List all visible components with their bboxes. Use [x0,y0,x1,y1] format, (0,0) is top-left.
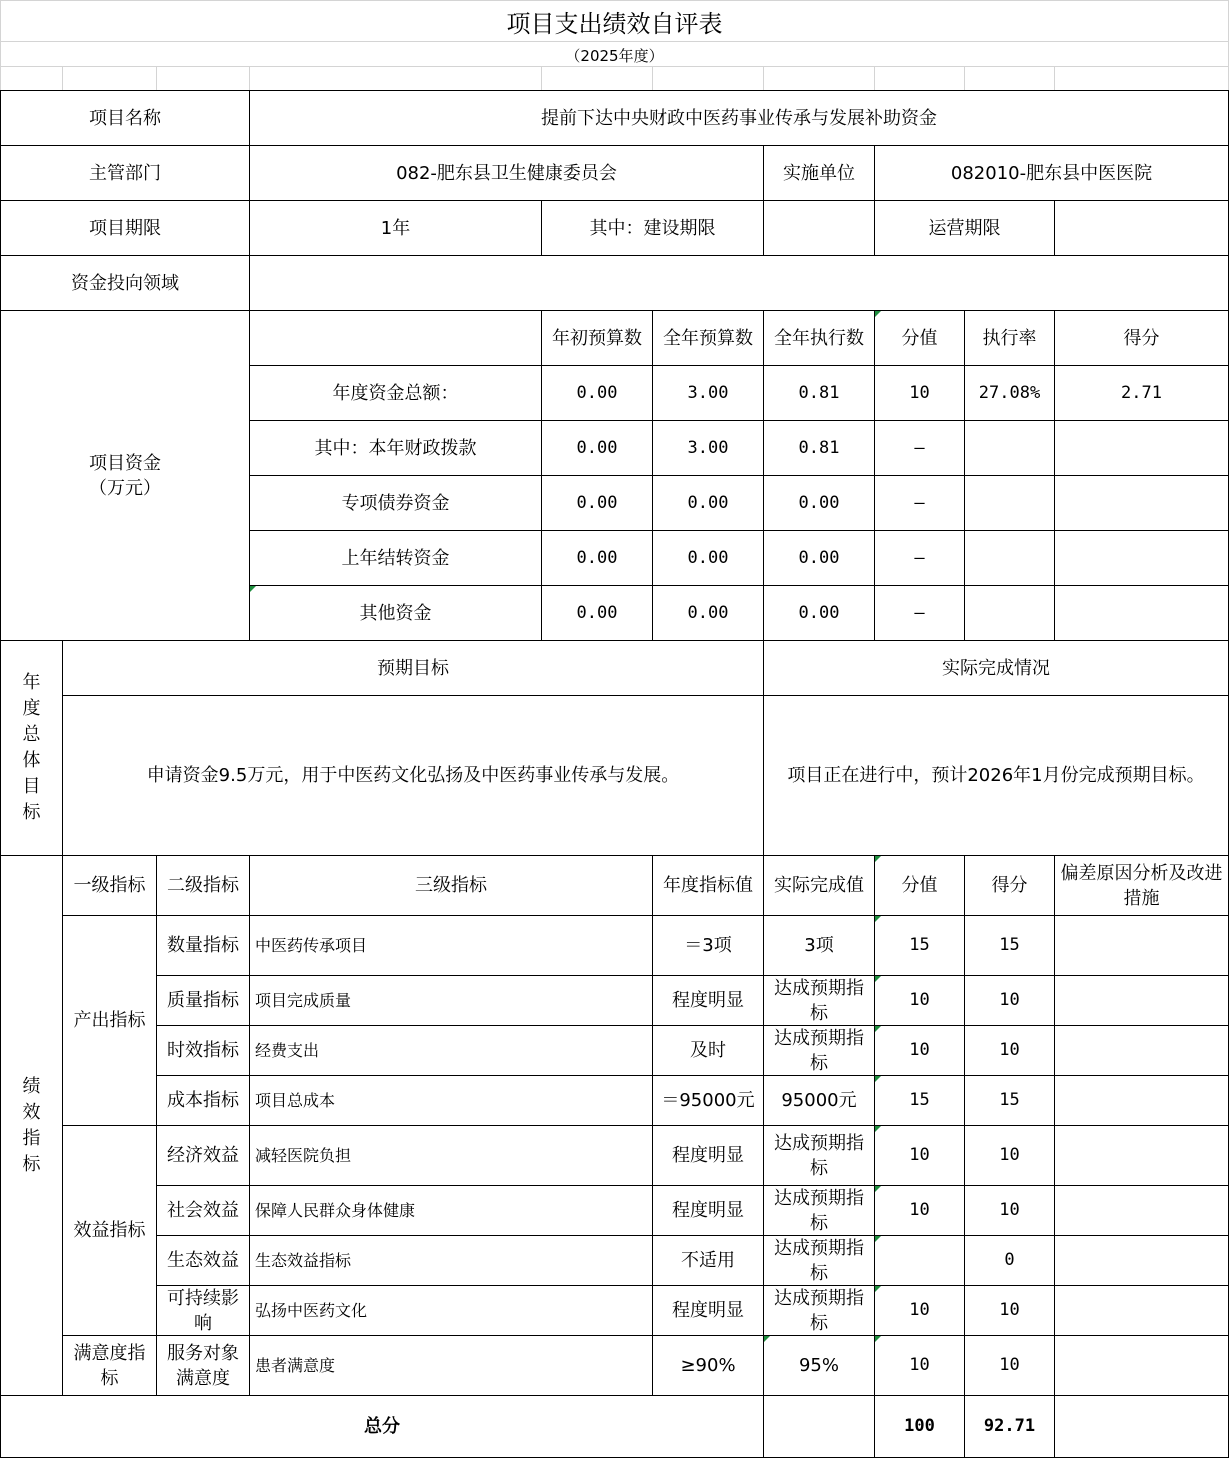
indicator-note [1054,1125,1229,1186]
goals-expected-label: 预期目标 [62,640,764,696]
indicator-level3: 项目完成质量 [249,975,653,1026]
funds-header: 全年执行数 [763,310,875,366]
indicator-score-value: 10 [874,1185,965,1236]
funds-row-name: 上年结转资金 [249,530,542,586]
indicator-score: 10 [964,1125,1055,1186]
cell-marker [875,856,881,862]
funds-initial: 0.00 [541,420,653,476]
funds-score: 2.71 [1054,365,1229,421]
cell-marker [875,1286,881,1292]
operate-period-value [1054,200,1229,256]
indicator-target: 程度明显 [652,1185,764,1236]
indicator-level3: 经费支出 [249,1025,653,1076]
funds-score-value: – [874,585,965,641]
indicators-label [0,855,63,1396]
cell-marker [875,976,881,982]
funds-annual: 3.00 [652,420,764,476]
funds-score-value: – [874,530,965,586]
funds-row-name: 年度资金总额： [249,365,542,421]
indicator-level2: 经济效益 [156,1125,250,1186]
goals-expected-text: 申请资金9.5万元，用于中医药文化弘扬及中医药事业传承与发展。 [62,695,764,856]
indicator-score-value: 15 [874,915,965,976]
sheet-gridline [0,41,1229,42]
project-name-value: 提前下达中央财政中医药事业传承与发展补助资金 [249,90,1229,146]
indicator-level2: 数量指标 [156,915,250,976]
indicator-level3: 患者满意度 [249,1335,653,1396]
funds-executed: 0.81 [763,420,875,476]
indicator-level2: 可持续影响 [156,1285,250,1336]
funds-score [1054,530,1229,586]
funds-row-name: 其他资金 [249,585,542,641]
indicator-note [1054,1335,1229,1396]
indicator-actual: 达成预期指标 [763,975,875,1026]
goals-label-text: 年度总体目标 [22,672,41,823]
total-note [1054,1395,1229,1458]
indicator-actual: 达成预期指标 [763,1185,875,1236]
funds-rate [964,585,1055,641]
indicator-target: 程度明显 [652,1285,764,1336]
indicators-header: 得分 [964,855,1055,916]
period-label: 项目期限 [0,200,250,256]
funds-executed: 0.00 [763,475,875,531]
funds-row-name: 其中：本年财政拨款 [249,420,542,476]
indicators-header: 分值 [874,855,965,916]
indicator-level3: 中医药传承项目 [249,915,653,976]
sheet-gridline [1054,66,1055,90]
sheet-gridline [964,66,965,90]
funds-initial: 0.00 [541,585,653,641]
indicator-level3: 弘扬中医药文化 [249,1285,653,1336]
sheet-gridline [541,66,542,90]
indicator-target: ＝95000元 [652,1075,764,1126]
funds-header: 全年预算数 [652,310,764,366]
sheet-gridline [0,0,1229,1]
build-period-value [763,200,875,256]
indicator-score: 15 [964,915,1055,976]
indicator-target: 程度明显 [652,1125,764,1186]
indicator-actual: 95% [763,1335,875,1396]
indicator-level3: 减轻医院负担 [249,1125,653,1186]
period-value: 1年 [249,200,542,256]
funds-score-value: – [874,420,965,476]
indicator-actual: 达成预期指标 [763,1235,875,1286]
funds-score [1054,420,1229,476]
funds-rate [964,420,1055,476]
indicator-score: 10 [964,975,1055,1026]
funds-score-value: – [874,475,965,531]
indicator-note [1054,1185,1229,1236]
indicators-header: 实际完成值 [763,855,875,916]
indicator-level1: 产出指标 [62,915,157,1126]
funds-label: 项目资金 （万元） [0,310,250,641]
indicator-level2: 生态效益 [156,1235,250,1286]
indicators-header: 二级指标 [156,855,250,916]
indicator-note [1054,1025,1229,1076]
indicator-target: ≥90% [652,1335,764,1396]
indicator-level1: 效益指标 [62,1125,157,1336]
indicator-score: 15 [964,1075,1055,1126]
indicator-level3: 生态效益指标 [249,1235,653,1286]
funds-executed: 0.00 [763,530,875,586]
sheet-gridline [0,0,1,66]
indicator-target: 不适用 [652,1235,764,1286]
indicator-level3: 保障人民群众身体健康 [249,1185,653,1236]
indicator-score-value: 15 [874,1075,965,1126]
funds-score [1054,585,1229,641]
dept-value: 082-肥东县卫生健康委员会 [249,145,764,201]
indicator-target: ＝3项 [652,915,764,976]
funds-score-value: 10 [874,365,965,421]
fund-area-value [249,255,1229,311]
indicator-score: 10 [964,1185,1055,1236]
sheet-gridline [62,66,63,90]
goals-actual-label: 实际完成情况 [763,640,1229,696]
goals-label [0,640,63,856]
funds-initial: 0.00 [541,530,653,586]
funds-annual: 3.00 [652,365,764,421]
total-score-value: 100 [874,1395,965,1458]
goals-actual-text: 项目正在进行中，预计2026年1月份完成预期目标。 [763,695,1229,856]
indicator-score-value: 10 [874,1125,965,1186]
funds-header: 分值 [874,310,965,366]
sheet-gridline [763,66,764,90]
cell-marker [875,1336,881,1342]
indicator-level3: 项目总成本 [249,1075,653,1126]
cell-marker [875,1126,881,1132]
indicator-level2: 成本指标 [156,1075,250,1126]
indicator-score: 10 [964,1335,1055,1396]
cell-marker [875,311,881,317]
indicator-note [1054,1075,1229,1126]
cell-marker [875,916,881,922]
build-period-label: 其中：建设期限 [541,200,764,256]
indicator-target: 程度明显 [652,975,764,1026]
cell-marker [250,586,256,592]
funds-rate: 27.08% [964,365,1055,421]
cell-marker [764,1336,770,1342]
indicator-score-value [874,1235,965,1286]
fund-area-label: 资金投向领域 [0,255,250,311]
sheet-subtitle: （2025年度） [565,46,664,65]
sheet-gridline [874,66,875,90]
indicator-actual: 95000元 [763,1075,875,1126]
indicators-label-text: 绩效指标 [22,1075,41,1175]
indicator-actual: 达成预期指标 [763,1285,875,1336]
total-score: 92.71 [964,1395,1055,1458]
indicator-level2: 时效指标 [156,1025,250,1076]
indicator-score: 10 [964,1025,1055,1076]
indicator-level2: 社会效益 [156,1185,250,1236]
unit-label: 实施单位 [763,145,875,201]
indicator-score-value: 10 [874,1335,965,1396]
cell-marker [875,1236,881,1242]
funds-initial: 0.00 [541,475,653,531]
funds-header: 执行率 [964,310,1055,366]
sheet-gridline [652,66,653,90]
indicator-level1: 满意度指标 [62,1335,157,1396]
funds-score [1054,475,1229,531]
funds-annual: 0.00 [652,530,764,586]
indicators-header: 偏差原因分析及改进措施 [1054,855,1229,916]
indicator-actual: 达成预期指标 [763,1025,875,1076]
funds-row-name: 专项债券资金 [249,475,542,531]
indicator-score-value: 10 [874,1285,965,1336]
indicators-header: 年度指标值 [652,855,764,916]
total-blank [763,1395,875,1458]
indicator-actual: 3项 [763,915,875,976]
sheet-title: 项目支出绩效自评表 [506,9,723,38]
funds-initial: 0.00 [541,365,653,421]
indicator-level2: 质量指标 [156,975,250,1026]
unit-value: 082010-肥东县中医医院 [874,145,1229,201]
funds-executed: 0.81 [763,365,875,421]
funds-rate [964,475,1055,531]
cell-marker [875,1186,881,1192]
indicator-target: 及时 [652,1025,764,1076]
indicator-note [1054,915,1229,976]
sheet-gridline [156,66,157,90]
cell-marker [875,1076,881,1082]
total-label: 总分 [0,1395,764,1458]
indicators-header: 三级指标 [249,855,653,916]
sheet-gridline [0,66,1229,67]
sheet-gridline [249,66,250,90]
indicator-score: 0 [964,1235,1055,1286]
indicator-score-value: 10 [874,975,965,1026]
indicator-actual: 达成预期指标 [763,1125,875,1186]
indicator-note [1054,1285,1229,1336]
indicator-score: 10 [964,1285,1055,1336]
cell-marker [875,1026,881,1032]
indicators-header: 一级指标 [62,855,157,916]
indicator-note [1054,975,1229,1026]
indicator-note [1054,1235,1229,1286]
operate-period-label: 运营期限 [874,200,1055,256]
project-name-label: 项目名称 [0,90,250,146]
indicator-level2: 服务对象满意度 [156,1335,250,1396]
funds-annual: 0.00 [652,475,764,531]
funds-executed: 0.00 [763,585,875,641]
funds-header: 年初预算数 [541,310,653,366]
funds-header-blank [249,310,542,366]
funds-rate [964,530,1055,586]
funds-header: 得分 [1054,310,1229,366]
indicator-score-value: 10 [874,1025,965,1076]
sheet-gridline [0,66,1,90]
dept-label: 主管部门 [0,145,250,201]
funds-annual: 0.00 [652,585,764,641]
